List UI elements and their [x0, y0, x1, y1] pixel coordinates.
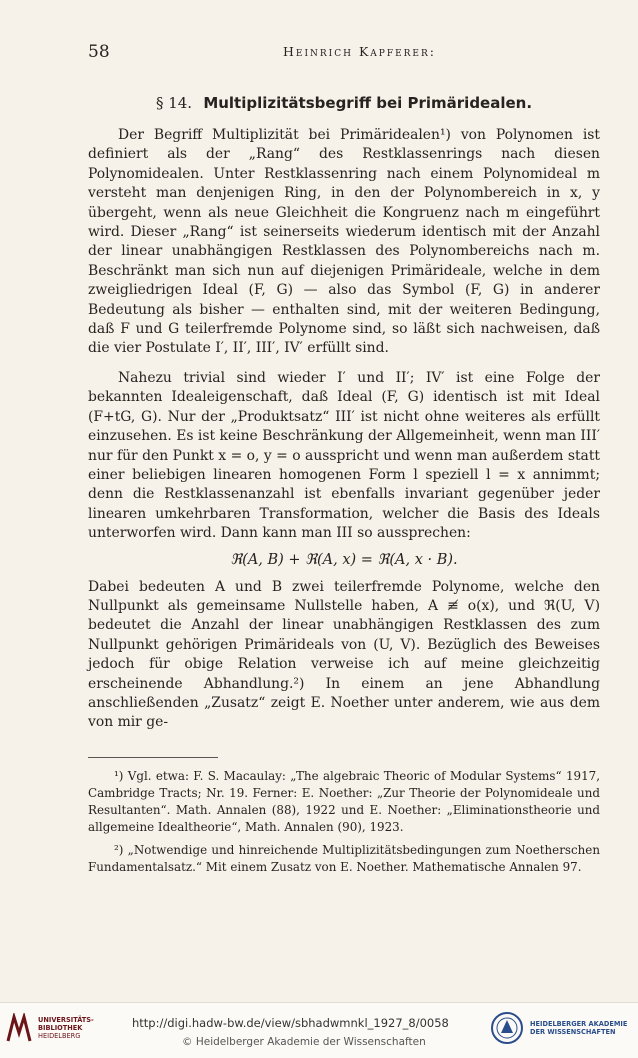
paragraph-1: Der Begriff Multiplizität bei Primäridealen¹) von Polynomen ist definiert als der „Rang“ des Restklassenrings nach diesen Polynomidealen. Unter Restklassenring nach einem Polynomideal m versteht man denjenigen Ring, in den der Polynombereich in x, y übergeht, wenn als neue Gleichheit die Kongruenz nach m eingeführt wird. Dieser „Rang“ ist seinerseits wiederum identisch mit der Anzahl der linear unabhängigen Restklassen des Polynombereichs nach m. Beschränkt man sich nun auf diejenigen Primärideale, welche in dem zweigliedrigen Ideal (F, G) — also das Symbol (F, G) in anderer Bedeutung als bisher — enthalten sind, mit der weiteren Bedingung, daß F und G teilerfremde Polynome sind, so läßt sich nachweisen, daß die vier Postulate I′, II′, III′, IV′ erfüllt sind.: [88, 127, 600, 357]
running-head: Heinrich Kapferer:: [283, 44, 436, 59]
section-heading: [88, 94, 600, 112]
copyright-notice: © Heidelberger Akademie der Wissenschaften: [182, 1036, 426, 1048]
university-library-name: UNIVERSITÄTS- BIBLIOTHEK HEIDELBERG: [38, 1016, 94, 1040]
footnote-1: ¹) Vgl. etwa: F. S. Macaulay: „The algebraic Theoric of Modular Systems“ 1917, Cambridge Tracts; Nr. 19. Ferner: E. Noether: „Zur Theorie der Polynomideale und Resultanten“. Math. Annalen (88), 1922 und E. Noether: „Eliminationstheorie und allgemeine Idealtheorie“, Math. Annalen (90), 1923.: [88, 768, 600, 834]
paragraph-3: Dabei bedeuten A und B zwei teilerfremde Polynome, welche den Nullpunkt als gemeinsame Nullstelle haben, A ≢ o(x), und ℜ(U, V) bedeutet die Anzahl der linear unabhängigen Restklassen des zum Nullpunkt gehörigen Primärideals von (U, V). Bezüglich des Beweises jedoch für obige Relation verweise ich auf meine gleichzeitig erscheinende Abhandlung.²) In einem an jene Abhandlung anschließenden „Zusatz“ zeigt E. Noether unter anderem, wie aus dem von mir ge-: [88, 578, 600, 731]
footnote-rule: [88, 757, 218, 758]
section-title: Multiplizitätsbegriff bei Primäridealen.: [203, 94, 533, 112]
university-library-logo-icon: [6, 1013, 32, 1043]
page-number: 58: [88, 42, 110, 62]
footnote-2: ²) „Notwendige und hinreichende Multiplizitätsbedingungen zum Noetherschen Fundamentalsatz.“ Mit einem Zusatz von E. Noether. Mathematische Annalen 97.: [88, 842, 600, 874]
permalink-url[interactable]: http://digi.hadw-bw.de/view/sbhadwmnkl_1927_8/0058: [132, 1016, 449, 1030]
digitization-footer: [0, 1002, 638, 1058]
academy-name: HEIDELBERGER AKADEMIE DER WISSENSCHAFTEN: [530, 1020, 628, 1036]
academy-seal-icon: [490, 1011, 524, 1045]
paragraph-2: Nahezu trivial sind wieder I′ und II′; IV′ ist eine Folge der bekannten Idealeigenschaft, daß Ideal (F, G) identisch ist mit Ideal (F+tG, G). Nur der „Produktsatz“ III′ ist nicht ohne weiteres als erfüllt einzusehen. Es ist keine Beschränkung der Allgemeinheit, wenn man III′ nur für den Punkt x = o, y = o ausspricht und wenn man außerdem statt einer beliebigen linearen homogenen Form l speziell l = x annimmt; denn die Restklassenanzahl ist ebenfalls invariant gegenüber jeder linearen umkehrbaren Transformation, welcher die Basis des Ideals unterworfen wird. Dann kann man III so aussprechen:: [88, 369, 600, 542]
section-number: § 14.: [155, 94, 193, 112]
book-page: [88, 42, 600, 882]
page-header: [88, 42, 600, 66]
formula: ℜ(A, B) + ℜ(A, x) = ℜ(A, x · B).: [230, 551, 458, 568]
